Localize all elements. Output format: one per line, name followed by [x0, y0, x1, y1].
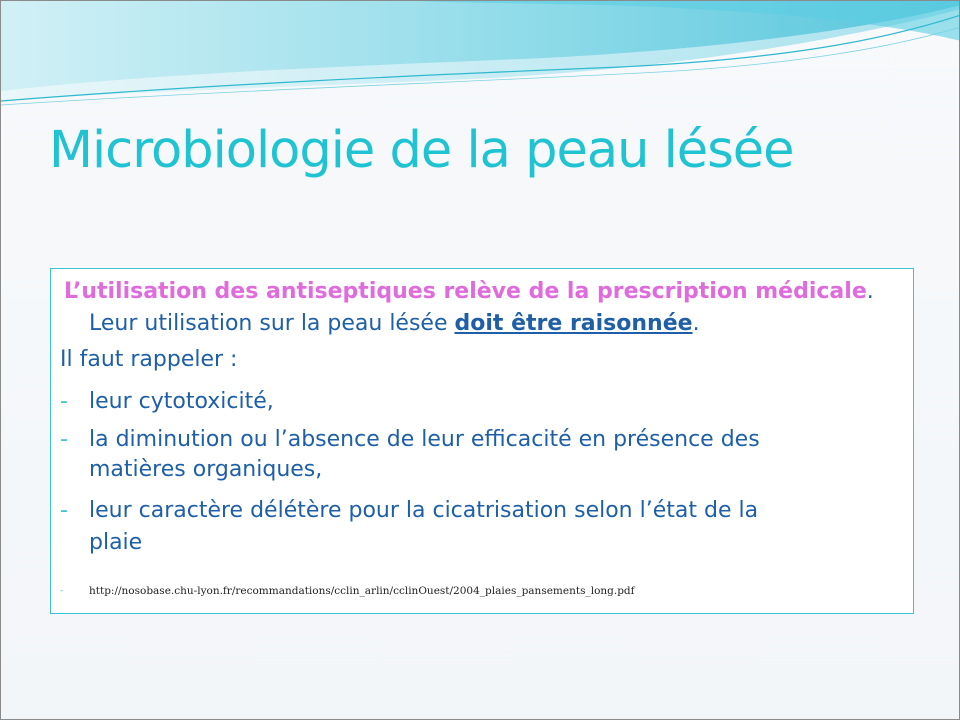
content-box [50, 268, 914, 614]
reference-dash: - [60, 586, 64, 596]
prescription-highlight: L’utilisation des antiseptiques relève de la prescription médicale [64, 279, 867, 304]
intro-period: . [866, 279, 874, 304]
header-wave-decoration [1, 1, 960, 111]
reference-url[interactable]: http://nosobase.chu-lyon.fr/recommandations/cclin_arlin/cclinOuest/2004_plaies_pansements_long.pdf [89, 585, 635, 597]
intro-line-2 [89, 308, 700, 340]
reasoned-use-emphasis: doit être raisonnée [454, 311, 693, 336]
intro-line-2-text: Leur utilisation sur la peau lésée [89, 311, 455, 336]
slide-title: Microbiologie de la peau lésée [49, 121, 794, 180]
intro-line-1 [64, 276, 874, 308]
lead-text: Il faut rappeler : [60, 347, 238, 372]
bullet-dash: - [60, 389, 68, 414]
bullet-item-2-line-2: matières organiques, [89, 457, 323, 482]
bullet-item-3-line-2: plaie [89, 530, 143, 555]
intro-line-2-end: . [692, 311, 700, 336]
bullet-item-1: leur cytotoxicité, [89, 389, 274, 414]
bullet-dash: - [60, 427, 68, 452]
bullet-item-3-line-1: leur caractère délétère pour la cicatrisation selon l’état de la [89, 498, 759, 523]
bullet-item-2-line-1: la diminution ou l’absence de leur efficacité en présence des [89, 427, 760, 452]
bullet-dash: - [60, 498, 68, 523]
